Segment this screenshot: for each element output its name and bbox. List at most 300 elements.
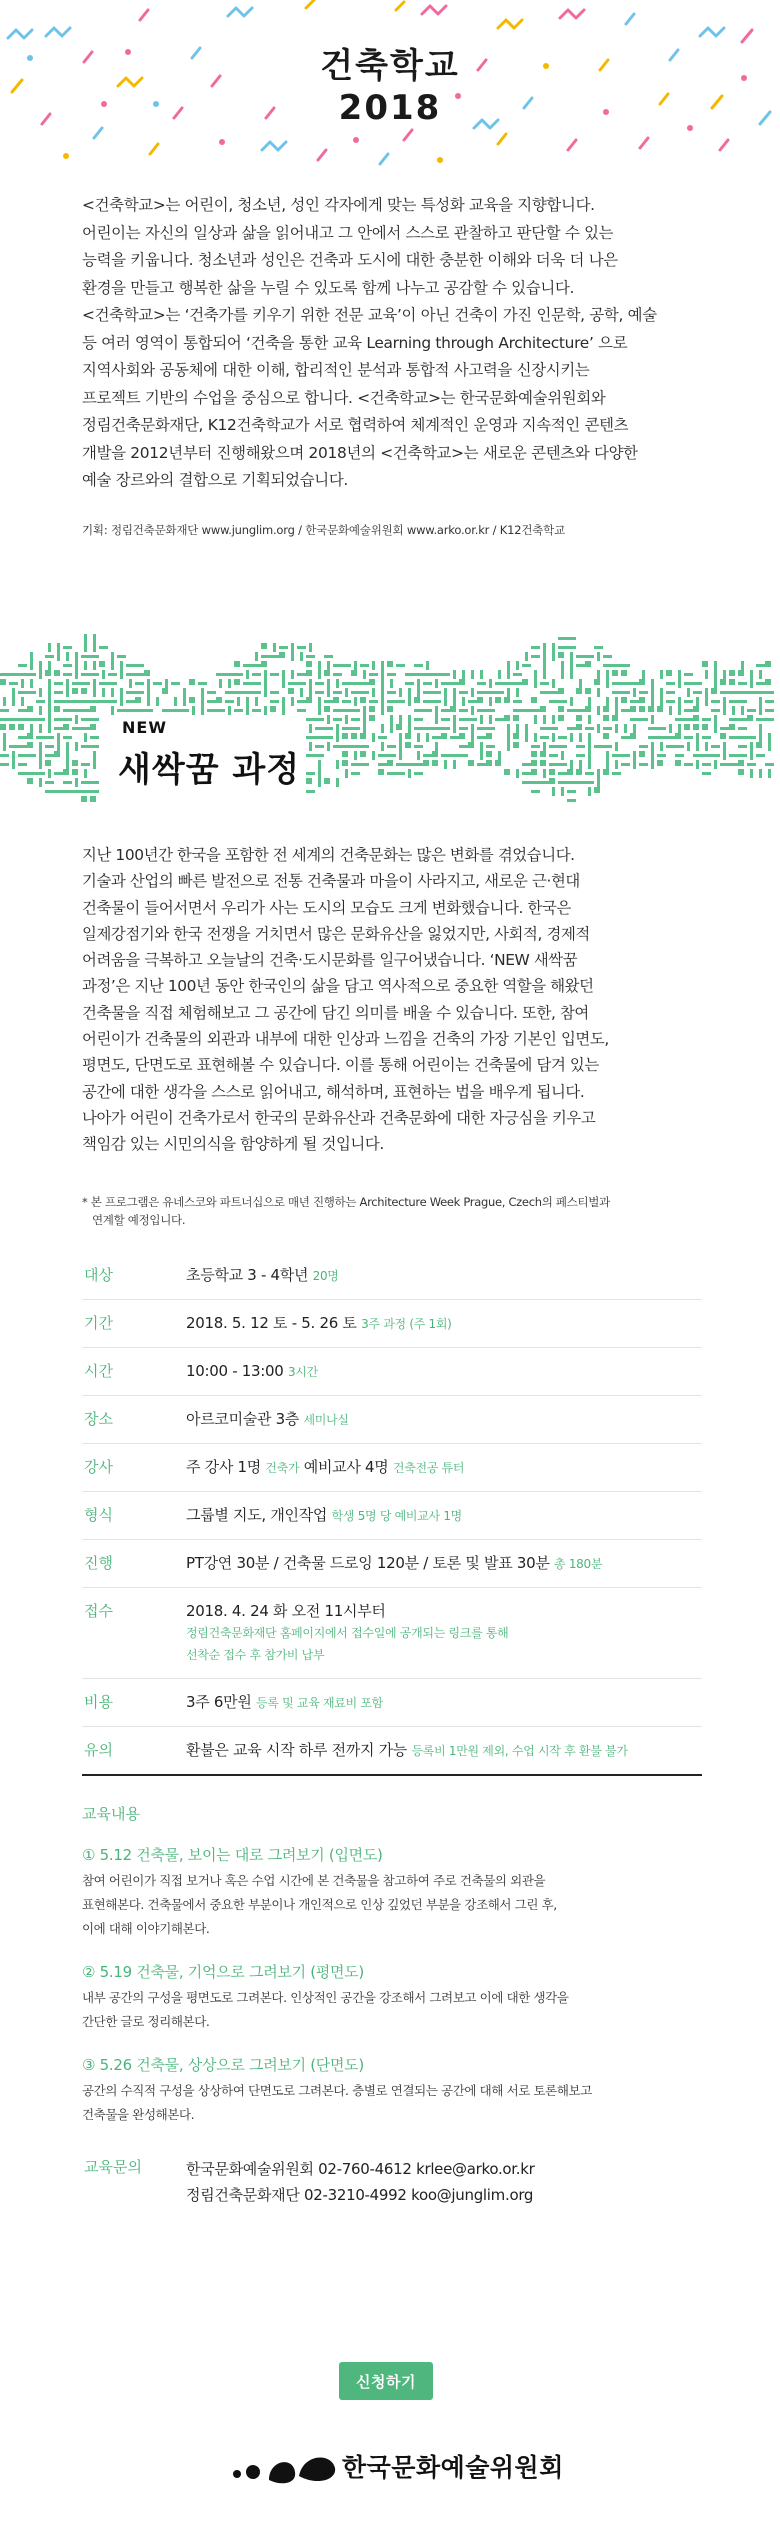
pattern-mark: [0, 709, 9, 712]
pattern-mark: [333, 745, 342, 748]
intro-line: 개발을 2012년부터 진행해왔으며 2018년의 <건축학교>는 새로운 콘텐츠와 다양한: [82, 443, 638, 462]
pattern-mark: [597, 724, 600, 733]
pattern-mark: [513, 682, 522, 685]
pattern-mark: [237, 697, 240, 706]
pattern-mark: [660, 670, 663, 679]
pattern-mark: [99, 682, 108, 685]
pattern-mark: [135, 709, 144, 712]
pattern-mark: [246, 697, 249, 706]
pattern-mark: [660, 742, 663, 751]
pattern-mark: [93, 760, 96, 769]
pattern-mark: [684, 709, 693, 712]
pattern-mark: [396, 700, 405, 703]
pattern-mark: [486, 691, 495, 694]
pattern-mark: [549, 691, 558, 694]
pattern-mark: [318, 769, 321, 778]
pattern-mark: [360, 691, 369, 694]
intro-line: 프로젝트 기반의 수업을 중심으로 합니다. <건축학교>는 한국문화예술위원회와: [82, 388, 606, 407]
pattern-mark: [291, 697, 294, 706]
pattern-mark: [702, 661, 708, 667]
pattern-mark: [306, 790, 315, 793]
contact-value: [186, 2156, 535, 2208]
title-line2: 2018: [338, 88, 442, 128]
body-line: 책임감 있는 시민의식을 함양하게 될 것입니다.: [82, 1135, 384, 1154]
pattern-mark: [432, 751, 438, 757]
pattern-mark: [453, 760, 456, 769]
pattern-mark: [306, 697, 312, 703]
education-item-desc: 내부 공간의 구성을 평면도로 그려본다. 인상적인 공간을 강조해서 그려보고 이에 대한 생각을 간단한 글로 정리해본다.: [82, 1990, 569, 2029]
pattern-mark: [18, 718, 27, 721]
pattern-mark: [387, 700, 396, 703]
pattern-mark: [459, 754, 468, 757]
pattern-mark: [495, 718, 504, 721]
pattern-mark: [678, 679, 681, 688]
pattern-mark: [531, 790, 540, 793]
pattern-mark: [183, 688, 186, 697]
pattern-mark: [252, 709, 261, 712]
pattern-mark: [522, 679, 528, 685]
education-item-desc: 공간의 수직적 구성을 상상하여 단면도로 그려본다. 층별로 연결되는 공간에 대해 서로 토론해보고 건축물을 완성해본다.: [82, 2083, 592, 2122]
pattern-mark: [453, 688, 456, 697]
pattern-mark: [684, 763, 693, 766]
pattern-mark: [108, 682, 117, 685]
body-line: 일제강점기와 한국 전쟁을 거치면서 많은 문화유산을 잃었지만, 사회적, 경제적: [82, 924, 590, 943]
pattern-mark: [723, 670, 726, 679]
pattern-mark: [405, 763, 414, 766]
pattern-mark: [333, 697, 339, 703]
pattern-mark: [354, 751, 357, 760]
pattern-mark: [45, 760, 51, 766]
footer-logo-text: 한국문화예술위원회: [342, 2453, 564, 2482]
pattern-mark: [381, 706, 384, 715]
pattern-mark: [525, 733, 528, 742]
pattern-mark: [486, 709, 495, 712]
pattern-mark: [54, 670, 60, 676]
pattern-mark: [21, 697, 24, 706]
pattern-mark: [585, 727, 594, 730]
pattern-mark: [630, 706, 636, 712]
pattern-mark: [729, 700, 738, 703]
pattern-mark: [567, 799, 576, 802]
pattern-mark: [543, 742, 546, 751]
body-line: 건축물을 직접 체험해보고 그 공간에 담긴 의미를 배울 수 있습니다. 또한, 참여: [82, 1003, 589, 1022]
pattern-mark: [342, 760, 348, 766]
contact-line-arko: 한국문화예술위원회 02-760-4612 krlee@arko.or.kr: [186, 2160, 535, 2178]
pattern-mark: [594, 679, 600, 685]
pattern-mark: [432, 673, 441, 676]
pattern-mark: [507, 688, 510, 697]
pattern-mark: [720, 679, 726, 685]
pattern-mark: [72, 688, 78, 694]
pattern-mark: [81, 682, 90, 685]
pattern-mark: [57, 643, 60, 652]
pattern-mark: [27, 754, 36, 757]
pattern-mark: [513, 733, 519, 739]
pattern-mark: [216, 709, 225, 712]
pattern-mark: [747, 736, 756, 739]
pattern-mark: [63, 646, 72, 649]
pattern-mark: [648, 736, 657, 739]
pattern-mark: [147, 688, 150, 697]
pattern-mark: [549, 769, 555, 775]
education-item-title: ① 5.12 건축물, 보이는 대로 그려보기 (입면도): [82, 1846, 383, 1864]
info-row-schedule: [82, 1540, 702, 1588]
pattern-mark: [414, 763, 423, 766]
pattern-mark: [135, 673, 144, 676]
pattern-mark: [741, 706, 744, 715]
pattern-mark: [63, 790, 72, 793]
pattern-mark: [702, 772, 711, 775]
pattern-mark: [633, 751, 636, 760]
banner-title: 새싹꿈 과정: [118, 750, 301, 790]
pattern-mark: [399, 715, 402, 724]
pattern-mark: [54, 706, 60, 712]
pattern-mark: [513, 673, 522, 676]
pattern-mark: [18, 709, 27, 712]
info-row-target: [82, 1252, 702, 1300]
pattern-mark: [522, 772, 531, 775]
pattern-mark: [675, 754, 684, 757]
pattern-mark: [759, 670, 762, 679]
pattern-mark: [351, 733, 357, 739]
pattern-mark: [459, 718, 468, 721]
contact-line-junglim: 정림건축문화재단 02-3210-4992 koo@junglim.org: [186, 2186, 534, 2204]
body-line: 지난 100년간 한국을 포함한 전 세계의 건축문화는 많은 변화를 겪었습니다.: [82, 846, 575, 864]
pattern-mark: [567, 727, 576, 730]
pattern-mark: [12, 751, 15, 760]
pattern-mark: [453, 724, 456, 733]
pattern-mark: [324, 736, 333, 739]
pattern-mark: [543, 643, 546, 652]
pattern-mark: [207, 700, 216, 703]
pattern-mark: [666, 736, 675, 739]
pattern-mark: [315, 754, 324, 757]
pattern-mark: [729, 670, 735, 676]
pattern-mark: [39, 751, 42, 760]
pattern-mark: [81, 673, 90, 676]
pattern-mark: [621, 670, 627, 676]
pattern-mark: [594, 787, 600, 793]
pattern-mark: [705, 697, 708, 706]
pattern-mark: [558, 637, 567, 640]
pattern-mark: [399, 751, 402, 760]
intro-line: 예술 장르와의 결합으로 기획되었습니다.: [82, 471, 349, 489]
pattern-mark: [693, 724, 699, 730]
pattern-mark: [57, 742, 60, 751]
pattern-mark: [531, 646, 540, 649]
pattern-mark: [585, 655, 594, 658]
pattern-mark: [324, 706, 330, 712]
pattern-mark: [63, 769, 69, 775]
pattern-mark: [201, 706, 204, 715]
pattern-mark: [189, 679, 195, 685]
pattern-mark: [342, 682, 351, 685]
pattern-mark: [540, 727, 549, 730]
pattern-mark: [525, 652, 528, 661]
pattern-mark: [57, 733, 60, 742]
apply-button[interactable]: 신청하기: [339, 2362, 433, 2400]
pattern-mark: [651, 751, 654, 760]
pattern-mark: [90, 745, 99, 748]
pattern-mark: [597, 706, 600, 715]
pattern-mark: [612, 691, 621, 694]
pattern-mark: [576, 715, 582, 721]
pattern-mark: [282, 679, 285, 688]
pattern-mark: [21, 679, 24, 688]
pattern-mark: [234, 661, 240, 667]
pattern-mark: [450, 754, 459, 757]
pattern-mark: [750, 751, 753, 760]
pattern-mark: [612, 754, 621, 757]
pattern-mark: [39, 760, 42, 769]
pattern-mark: [63, 673, 72, 676]
pattern-mark: [201, 697, 204, 706]
banner-pattern: [0, 625, 780, 805]
pattern-mark: [351, 709, 360, 712]
pattern-mark: [369, 679, 375, 685]
pattern-mark: [756, 682, 765, 685]
pattern-mark: [765, 661, 771, 667]
pattern-mark: [552, 679, 555, 688]
pattern-mark: [342, 751, 348, 757]
pattern-mark: [360, 745, 369, 748]
pattern-mark: [639, 745, 648, 748]
pattern-mark: [765, 700, 774, 703]
pattern-mark: [390, 679, 393, 688]
pattern-mark: [327, 679, 330, 688]
pattern-mark: [369, 673, 378, 676]
pattern-mark: [585, 688, 591, 694]
pattern-mark: [207, 691, 216, 694]
pattern-mark: [576, 688, 582, 694]
pattern-mark: [630, 718, 639, 721]
pattern-mark: [705, 742, 708, 751]
pattern-mark: [354, 697, 357, 706]
pattern-mark: [639, 718, 648, 721]
pattern-mark: [531, 769, 537, 775]
pattern-mark: [657, 727, 666, 730]
pattern-mark: [351, 727, 360, 730]
pattern-mark: [108, 700, 117, 703]
pattern-mark: [579, 679, 582, 688]
pattern-mark: [729, 679, 735, 685]
pattern-mark: [243, 682, 252, 685]
pattern-mark: [615, 760, 618, 769]
pattern-mark: [657, 736, 666, 739]
pattern-mark: [684, 700, 693, 703]
pattern-mark: [30, 661, 33, 670]
pattern-mark: [39, 724, 42, 733]
pattern-mark: [408, 715, 411, 724]
pattern-mark: [603, 727, 612, 730]
pattern-mark: [738, 745, 747, 748]
pattern-mark: [531, 697, 537, 703]
pattern-mark: [477, 691, 486, 694]
pattern-mark: [441, 682, 450, 685]
pattern-mark: [246, 706, 249, 715]
pattern-mark: [747, 691, 756, 694]
pattern-mark: [423, 727, 432, 730]
pattern-mark: [345, 688, 348, 697]
info-row-place: [82, 1396, 702, 1444]
pattern-mark: [18, 736, 27, 739]
footnote-line: * 본 프로그램은 유네스코와 파트너십으로 매년 진행하는 Architecture Week Prague, Czech의 페스티벌과: [82, 1195, 610, 1209]
pattern-mark: [291, 670, 294, 679]
pattern-mark: [651, 679, 654, 688]
pattern-mark: [297, 700, 306, 703]
pattern-mark: [327, 688, 330, 697]
pattern-mark: [282, 670, 285, 679]
pattern-mark: [570, 670, 573, 679]
pattern-mark: [48, 724, 51, 733]
pattern-mark: [714, 679, 717, 688]
pattern-mark: [18, 724, 24, 730]
pattern-mark: [48, 661, 51, 670]
education-heading: 교육내용: [82, 1805, 140, 1823]
pattern-mark: [351, 718, 360, 721]
pattern-mark: [372, 661, 375, 670]
pattern-mark: [387, 706, 393, 712]
body-line: 어린이가 건축물의 외관과 내부에 대한 인상과 느낌을 건축의 가장 기본인 입면도,: [82, 1030, 609, 1049]
pattern-mark: [576, 724, 582, 730]
pattern-mark: [414, 718, 423, 721]
pattern-mark: [72, 769, 78, 775]
pattern-mark: [219, 679, 222, 688]
pattern-mark: [480, 670, 483, 679]
pattern-mark: [39, 778, 42, 787]
pattern-mark: [234, 679, 240, 685]
pattern-mark: [72, 790, 81, 793]
pattern-mark: [522, 709, 531, 712]
pattern-mark: [63, 664, 72, 667]
pattern-mark: [648, 727, 657, 730]
pattern-mark: [696, 742, 699, 751]
pattern-mark: [480, 742, 483, 751]
pattern-mark: [552, 733, 555, 742]
pattern-mark: [228, 679, 231, 688]
pattern-mark: [471, 706, 474, 715]
pattern-mark: [378, 763, 387, 766]
pattern-mark: [540, 736, 549, 739]
pattern-mark: [471, 688, 474, 697]
pattern-mark: [576, 754, 585, 757]
pattern-mark: [90, 724, 96, 730]
pattern-mark: [504, 769, 510, 775]
education-item-title: ③ 5.26 건축물, 상상으로 그려보기 (단면도): [82, 2056, 364, 2074]
pattern-mark: [333, 718, 342, 721]
pattern-mark: [48, 706, 51, 715]
pattern-mark: [630, 733, 636, 739]
pattern-mark: [306, 772, 315, 775]
pattern-mark: [18, 763, 27, 766]
page-title: [0, 45, 780, 129]
pattern-mark: [399, 742, 402, 751]
pattern-mark: [621, 664, 630, 667]
pattern-mark: [723, 706, 726, 715]
pattern-mark: [630, 682, 639, 685]
pattern-mark: [516, 769, 519, 778]
pattern-mark: [558, 781, 567, 784]
pattern-mark: [651, 715, 654, 724]
pattern-mark: [396, 772, 405, 775]
pattern-mark: [585, 706, 591, 712]
intro-line: 등 여러 영역이 통합되어 ‘건축을 통한 교육 Learning through Architecture’ 으로: [82, 333, 628, 352]
pattern-mark: [48, 697, 51, 706]
pattern-mark: [531, 709, 540, 712]
pattern-mark: [225, 691, 234, 694]
pattern-mark: [300, 688, 303, 697]
pattern-mark: [126, 709, 135, 712]
pattern-mark: [615, 724, 618, 733]
pattern-mark: [612, 772, 621, 775]
pattern-mark: [594, 745, 603, 748]
pattern-mark: [225, 673, 234, 676]
pattern-mark: [12, 697, 15, 706]
body-line: 기술과 산업의 빠른 발전으로 전통 건축물과 마을이 사라지고, 새로운 근·현대: [82, 872, 580, 891]
pattern-mark: [576, 769, 582, 775]
pattern-mark: [75, 652, 78, 661]
pattern-mark: [306, 661, 312, 667]
pattern-mark: [351, 691, 360, 694]
pattern-mark: [621, 736, 630, 739]
pattern-mark: [417, 751, 420, 760]
info-key: 강사: [84, 1458, 113, 1476]
pattern-mark: [93, 634, 96, 643]
pattern-mark: [0, 754, 9, 757]
pattern-mark: [153, 682, 162, 685]
pattern-mark: [0, 718, 9, 721]
pattern-mark: [621, 697, 627, 703]
pattern-mark: [570, 661, 573, 670]
pattern-mark: [612, 715, 618, 721]
info-value: 초등학교 3 - 4학년 20명: [186, 1266, 339, 1284]
pattern-mark: [666, 682, 675, 685]
pattern-mark: [198, 682, 207, 685]
pattern-mark: [669, 706, 672, 715]
pattern-mark: [396, 763, 405, 766]
info-key: 기간: [84, 1314, 113, 1332]
pattern-mark: [702, 754, 711, 757]
pattern-mark: [684, 736, 693, 739]
pattern-mark: [714, 760, 717, 769]
pattern-mark: [9, 724, 15, 730]
pattern-mark: [756, 718, 765, 721]
pattern-mark: [459, 691, 468, 694]
pattern-mark: [63, 709, 72, 712]
pattern-mark: [606, 697, 609, 706]
pattern-mark: [414, 664, 423, 667]
pattern-mark: [111, 706, 114, 715]
pattern-mark: [9, 682, 18, 685]
pattern-mark: [570, 733, 573, 742]
pattern-mark: [81, 727, 90, 730]
pattern-mark: [48, 643, 51, 652]
pattern-mark: [561, 670, 564, 679]
pattern-mark: [534, 679, 537, 688]
pattern-mark: [531, 745, 540, 748]
pattern-mark: [63, 718, 72, 721]
pattern-mark: [468, 700, 477, 703]
pattern-mark: [558, 706, 564, 712]
pattern-mark: [414, 673, 423, 676]
pattern-mark: [45, 670, 51, 676]
pattern-mark: [675, 745, 684, 748]
pattern-mark: [324, 655, 333, 658]
pattern-mark: [264, 670, 267, 679]
pattern-mark: [756, 754, 765, 757]
pattern-mark: [612, 670, 618, 676]
pattern-mark: [417, 688, 420, 697]
